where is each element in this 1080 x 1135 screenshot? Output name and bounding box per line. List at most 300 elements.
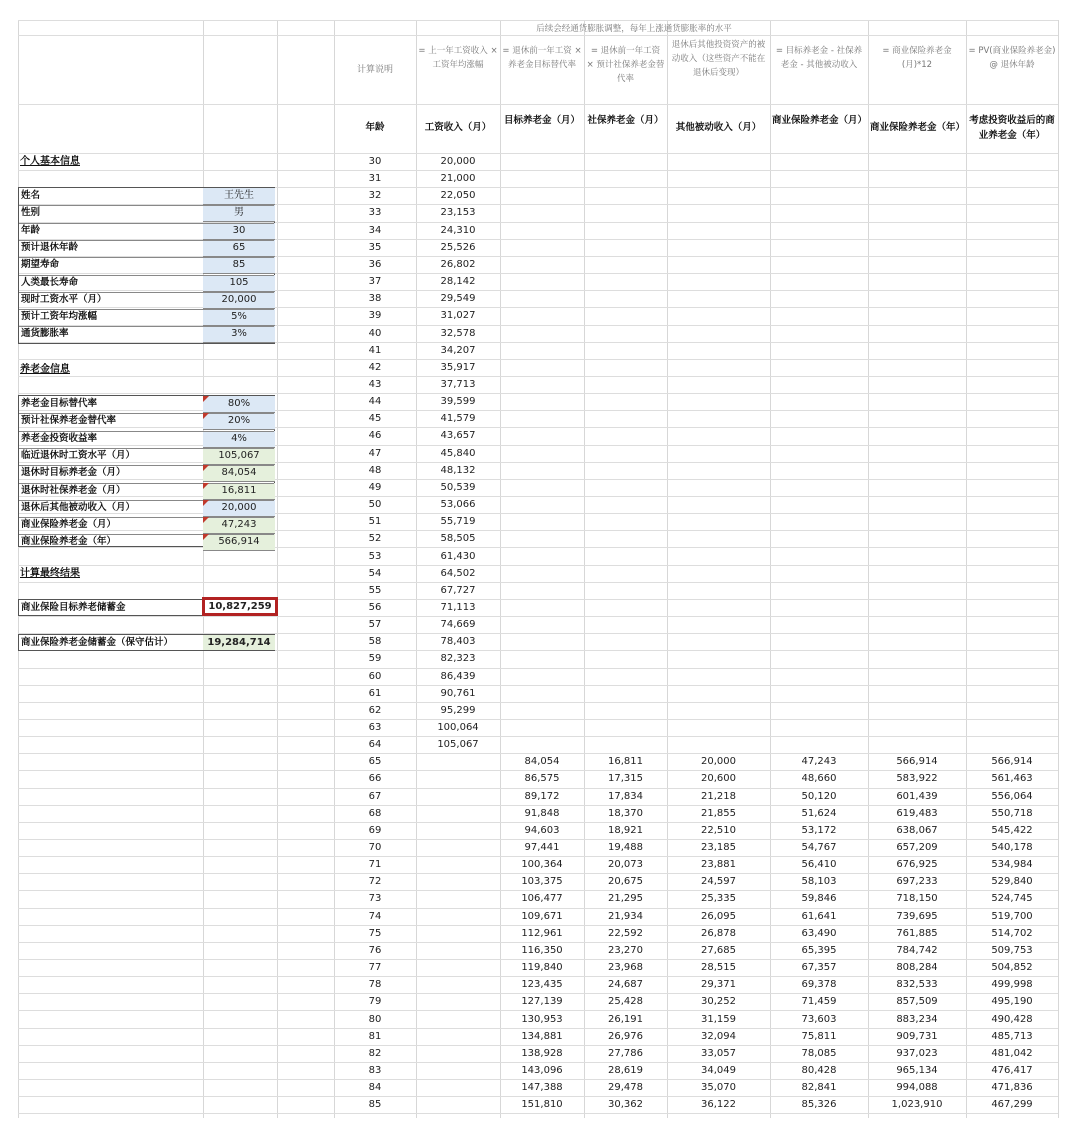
table-cell: 583,922 [896,773,938,785]
table-cell: 16,811 [608,756,643,768]
info-value[interactable]: 80% [203,396,275,413]
table-cell: 499,998 [991,979,1033,991]
info-value[interactable]: 男 [203,205,275,222]
header-note: = 退休前一年工资 × 预计社保养老金替代率 [586,46,665,84]
table-row [0,410,1080,427]
table-cell: 97,441 [524,842,560,853]
table-cell: 471,836 [991,1082,1033,1094]
table-row [0,839,1080,856]
age-cell: 47 [368,447,382,459]
age-cell: 69 [368,824,382,836]
column-header: 年龄 [365,122,385,133]
table-row [0,359,1080,376]
age-cell: 62 [368,704,382,716]
table-cell: 91,848 [524,807,560,819]
table-cell: 485,713 [991,1030,1033,1042]
table-cell: 34,049 [701,1064,736,1076]
table-row [0,736,1080,753]
table-row [0,325,1080,342]
table-row [0,942,1080,959]
table-row [0,668,1080,685]
table-cell: 48,132 [440,464,476,476]
table-cell: 50,120 [801,790,837,802]
table-row [0,222,1080,239]
age-cell: 60 [368,670,382,682]
table-cell: 85,326 [801,1099,837,1111]
table-cell: 20,000 [440,156,476,167]
table-cell: 937,023 [896,1047,938,1059]
table-cell: 524,745 [991,893,1033,905]
table-cell: 31,027 [440,310,476,322]
info-label: 预计工资年均涨幅 [21,311,98,323]
age-cell: 38 [368,293,382,305]
table-cell: 761,885 [896,927,938,939]
table-cell: 566,914 [896,756,938,768]
age-cell: 36 [368,258,382,270]
table-cell: 514,702 [991,927,1033,939]
age-cell: 75 [368,927,382,939]
table-row [0,1045,1080,1062]
section-basic-info-title: 个人基本信息 [20,156,80,167]
table-cell: 739,695 [896,910,938,922]
table-row [0,719,1080,736]
table-cell: 21,934 [608,910,643,922]
table-cell: 25,335 [701,893,736,905]
section-pension-info-title: 养老金信息 [20,364,70,375]
age-cell: 66 [368,773,382,785]
table-cell: 82,323 [440,653,476,665]
table-row [0,548,1080,565]
table-cell: 69,378 [801,979,837,991]
table-row [0,1028,1080,1045]
info-label: 商业保险养老金（月） [21,519,117,531]
table-cell: 17,315 [608,773,643,785]
table-cell: 28,515 [701,962,736,973]
table-row [0,822,1080,839]
age-cell: 39 [368,310,382,322]
table-cell: 19,488 [608,842,643,853]
table-cell: 63,490 [801,927,837,939]
table-cell: 43,657 [440,430,476,442]
age-cell: 76 [368,944,382,956]
table-cell: 657,209 [896,842,938,853]
table-cell: 29,549 [440,293,476,305]
column-header: 商业保险养老金（年） [870,122,966,133]
table-row [0,273,1080,290]
info-label: 期望寿命 [21,259,60,271]
age-cell: 59 [368,653,382,665]
table-cell: 51,624 [801,807,837,819]
table-cell: 20,073 [608,859,643,871]
table-cell: 130,953 [521,1013,563,1025]
table-cell: 151,810 [521,1099,563,1111]
table-cell: 26,976 [608,1030,643,1042]
result-2-label: 商业保险养老金储蓄金（保守估计） [21,637,174,648]
table-cell: 883,234 [896,1013,938,1025]
age-cell: 42 [368,361,382,373]
age-cell: 50 [368,499,382,510]
table-cell: 27,786 [608,1047,643,1059]
table-cell: 619,483 [896,807,938,819]
table-row [0,770,1080,787]
table-row [0,153,1080,170]
table-cell: 697,233 [896,876,938,888]
age-cell: 52 [368,533,382,545]
table-cell: 27,685 [701,944,736,956]
table-cell: 676,925 [896,859,938,871]
table-row [0,616,1080,633]
table-cell: 909,731 [896,1030,938,1042]
header-note: 退休后其他投资资产的被动收入（这些资产不能在退休后变现） [671,40,766,78]
age-cell: 37 [368,276,382,287]
table-row [0,290,1080,307]
table-cell: 78,085 [801,1047,837,1059]
header-note: = 上一年工资收入 × 工资年均涨幅 [418,46,498,70]
table-row [0,513,1080,530]
age-cell: 57 [368,619,382,630]
table-cell: 67,357 [801,962,837,973]
table-cell: 534,984 [991,859,1033,871]
table-row [0,496,1080,513]
result-2-value[interactable]: 19,284,714 [203,635,275,650]
table-cell: 71,113 [440,601,476,613]
age-cell: 30 [368,156,382,167]
table-cell: 24,687 [608,979,643,991]
table-cell: 65,395 [801,944,837,956]
table-cell: 550,718 [991,807,1033,819]
table-cell: 21,295 [608,893,643,905]
table-row [0,890,1080,907]
info-label: 性别 [21,207,41,219]
table-row [0,239,1080,256]
table-cell: 20,600 [701,773,736,785]
table-row [0,1062,1080,1079]
table-cell: 23,185 [701,842,736,853]
info-value[interactable]: 3% [203,326,275,343]
table-row [0,599,1080,616]
table-row [0,873,1080,890]
table-cell: 504,852 [991,962,1033,973]
age-cell: 81 [368,1030,382,1042]
table-cell: 94,603 [524,824,560,836]
info-value[interactable]: 65 [203,240,275,257]
age-cell: 58 [368,636,382,648]
table-cell: 53,066 [440,499,476,510]
table-cell: 23,153 [440,207,476,219]
table-cell: 994,088 [896,1082,938,1094]
table-row [0,582,1080,599]
table-row [0,1079,1080,1096]
table-row [0,170,1080,187]
table-row [0,753,1080,770]
table-cell: 832,533 [896,979,938,991]
table-cell: 529,840 [991,876,1033,888]
table-row [0,993,1080,1010]
result-1-label: 商业保险目标养老储蓄金 [21,602,126,613]
table-row [0,565,1080,582]
table-cell: 25,526 [440,241,476,253]
info-value[interactable]: 105 [203,275,275,292]
table-cell: 566,914 [991,756,1033,768]
info-value[interactable]: 84,054 [203,465,275,482]
info-value[interactable]: 566,914 [203,534,275,551]
age-cell: 80 [368,1013,382,1025]
table-cell: 143,096 [521,1064,563,1076]
table-cell: 476,417 [991,1064,1033,1076]
table-cell: 857,509 [896,996,938,1008]
table-cell: 24,597 [701,876,736,888]
top-note: 后续会经通货膨胀调整，每年上涨通货膨胀率的水平 [536,24,732,34]
grid-hline [18,20,1058,21]
table-row [0,376,1080,393]
table-cell: 103,375 [521,876,563,888]
info-label: 通货膨胀率 [21,328,69,340]
age-cell: 40 [368,327,382,339]
table-cell: 35,070 [701,1082,736,1094]
table-cell: 18,921 [608,824,643,836]
age-cell: 78 [368,979,382,991]
table-cell: 55,719 [440,516,476,528]
table-cell: 48,660 [801,773,837,785]
age-cell: 85 [368,1099,382,1111]
table-row [0,393,1080,410]
table-row [0,1011,1080,1028]
table-cell: 23,968 [608,962,643,973]
age-cell: 79 [368,996,382,1008]
table-row [0,427,1080,444]
table-cell: 22,592 [608,927,643,939]
table-cell: 116,350 [521,944,563,956]
table-cell: 105,067 [437,739,479,751]
age-cell: 43 [368,378,382,390]
age-cell: 73 [368,893,382,905]
table-cell: 147,388 [521,1082,563,1094]
table-row [0,976,1080,993]
table-cell: 45,840 [440,447,476,459]
age-cell: 70 [368,842,382,853]
column-header: 考虑投资收益后的商业养老金（年） [969,115,1055,141]
table-row [0,788,1080,805]
table-cell: 71,459 [801,996,837,1008]
age-cell: 77 [368,962,382,973]
age-cell: 65 [368,756,382,768]
header-note: = 商业保险养老金(月)*12 [882,46,952,70]
table-cell: 39,599 [440,396,476,408]
table-cell: 58,103 [801,876,837,888]
info-value[interactable]: 47,243 [203,517,275,534]
table-cell: 965,134 [896,1064,938,1076]
table-cell: 100,364 [521,859,563,871]
table-cell: 112,961 [521,927,563,939]
table-cell: 36,122 [701,1099,736,1111]
result-1-value[interactable]: 10,827,259 [202,597,278,616]
age-cell: 83 [368,1064,382,1076]
table-cell: 509,753 [991,944,1033,956]
age-cell: 34 [368,224,382,236]
table-cell: 29,478 [608,1082,643,1094]
table-cell: 86,439 [440,670,476,682]
table-cell: 84,054 [524,756,560,768]
age-cell: 32 [368,190,382,202]
age-cell: 61 [368,687,382,699]
table-row [0,633,1080,650]
table-cell: 134,881 [521,1030,563,1042]
age-cell: 63 [368,721,382,733]
calc-note-label: 计算说明 [356,65,393,75]
info-label: 养老金投资收益率 [21,432,98,444]
table-cell: 32,094 [701,1030,736,1042]
table-row [0,445,1080,462]
table-cell: 73,603 [801,1013,837,1025]
info-value[interactable]: 20% [203,413,275,430]
column-header: 商业保险养老金（月） [772,115,868,126]
column-header: 目标养老金（月） [503,115,580,126]
table-cell: 23,270 [608,944,643,956]
table-cell: 61,430 [440,550,476,562]
info-value[interactable]: 20,000 [203,292,275,309]
table-cell: 18,370 [608,807,643,819]
age-cell: 46 [368,430,382,442]
table-cell: 58,505 [440,533,476,545]
age-cell: 68 [368,807,382,819]
info-value[interactable]: 30 [203,223,275,240]
table-cell: 808,284 [896,962,938,973]
info-value[interactable]: 5% [203,309,275,326]
age-cell: 31 [368,173,382,185]
table-cell: 23,881 [701,859,736,871]
info-value[interactable]: 4% [203,431,275,448]
table-cell: 95,299 [440,704,476,716]
table-cell: 20,675 [608,876,643,888]
table-row [0,479,1080,496]
table-cell: 138,928 [521,1047,563,1059]
table-cell: 41,579 [440,413,476,425]
table-cell: 1,023,910 [891,1099,943,1111]
age-cell: 51 [368,516,382,528]
table-cell: 54,767 [801,842,837,853]
info-label: 退休后其他被动收入（月） [21,501,136,513]
table-cell: 82,841 [801,1082,837,1094]
table-cell: 467,299 [991,1099,1033,1111]
table-cell: 545,422 [991,824,1033,836]
table-row [0,959,1080,976]
info-value[interactable]: 16,811 [203,483,275,500]
age-cell: 49 [368,481,382,493]
table-cell: 80,428 [801,1064,837,1076]
info-label: 商业保险养老金（年） [21,536,117,548]
table-cell: 86,575 [524,773,560,785]
info-value[interactable]: 85 [203,257,275,274]
table-cell: 106,477 [521,893,563,905]
info-label: 现时工资水平（月） [21,293,107,305]
age-cell: 33 [368,207,382,219]
age-cell: 74 [368,910,382,922]
table-cell: 127,139 [521,996,563,1008]
table-row [0,187,1080,204]
table-cell: 31,159 [701,1013,736,1025]
table-cell: 21,000 [440,173,476,185]
age-cell: 84 [368,1082,382,1094]
table-cell: 17,834 [608,790,643,802]
table-cell: 30,362 [608,1099,643,1111]
table-cell: 35,917 [440,361,476,373]
table-cell: 26,095 [701,910,736,922]
info-label: 养老金目标替代率 [21,398,98,409]
table-cell: 50,539 [440,481,476,493]
table-row [0,342,1080,359]
age-cell: 45 [368,413,382,425]
age-cell: 48 [368,464,382,476]
info-value[interactable]: 105,067 [203,448,275,465]
table-row [0,925,1080,942]
table-row [0,685,1080,702]
table-cell: 784,742 [896,944,938,956]
table-row [0,307,1080,324]
table-cell: 28,619 [608,1064,643,1076]
table-cell: 20,000 [701,756,736,768]
table-cell: 119,840 [521,962,563,973]
table-cell: 30,252 [701,996,736,1008]
header-note: = 退休前一年工资 × 养老金目标替代率 [502,46,582,70]
table-row [0,650,1080,667]
age-cell: 67 [368,790,382,802]
table-cell: 22,050 [440,190,476,202]
table-cell: 100,064 [437,721,479,733]
table-cell: 638,067 [896,824,938,836]
column-header: 工资收入（月） [424,122,492,133]
age-cell: 54 [368,567,382,579]
table-cell: 21,218 [701,790,736,802]
info-label: 退休时目标养老金（月） [21,467,126,479]
table-cell: 61,641 [801,910,837,922]
table-cell: 519,700 [991,910,1033,922]
table-cell: 64,502 [440,567,476,579]
age-cell: 71 [368,859,382,871]
table-row [0,1096,1080,1113]
table-cell: 26,878 [701,927,736,939]
table-cell: 601,439 [896,790,938,802]
age-cell: 35 [368,241,382,253]
table-cell: 89,172 [524,790,560,802]
table-cell: 78,403 [440,636,476,648]
table-cell: 26,191 [608,1013,643,1025]
column-header: 其他被动收入（月） [675,122,762,133]
table-cell: 75,811 [801,1030,837,1042]
header-note: = PV(商业保险养老金) @ 退休年龄 [968,46,1056,70]
info-label: 临近退休时工资水平（月） [21,449,136,461]
table-cell: 67,727 [440,584,476,596]
age-cell: 56 [368,601,382,613]
table-cell: 718,150 [896,893,938,905]
table-row [0,805,1080,822]
age-cell: 44 [368,396,382,408]
info-label: 预计退休年龄 [21,241,79,253]
table-cell: 56,410 [801,859,837,871]
info-value[interactable]: 王先生 [203,188,275,205]
table-cell: 47,243 [801,756,837,768]
table-row [0,856,1080,873]
age-cell: 55 [368,584,382,596]
header-note: = 目标养老金 - 社保养老金 - 其他被动收入 [775,46,863,70]
table-cell: 90,761 [440,687,476,699]
table-row [0,702,1080,719]
table-cell: 32,578 [440,327,476,339]
table-cell: 74,669 [440,619,476,630]
table-cell: 53,172 [801,824,837,836]
table-row [0,204,1080,221]
info-value[interactable]: 20,000 [203,500,275,517]
age-cell: 82 [368,1047,382,1059]
